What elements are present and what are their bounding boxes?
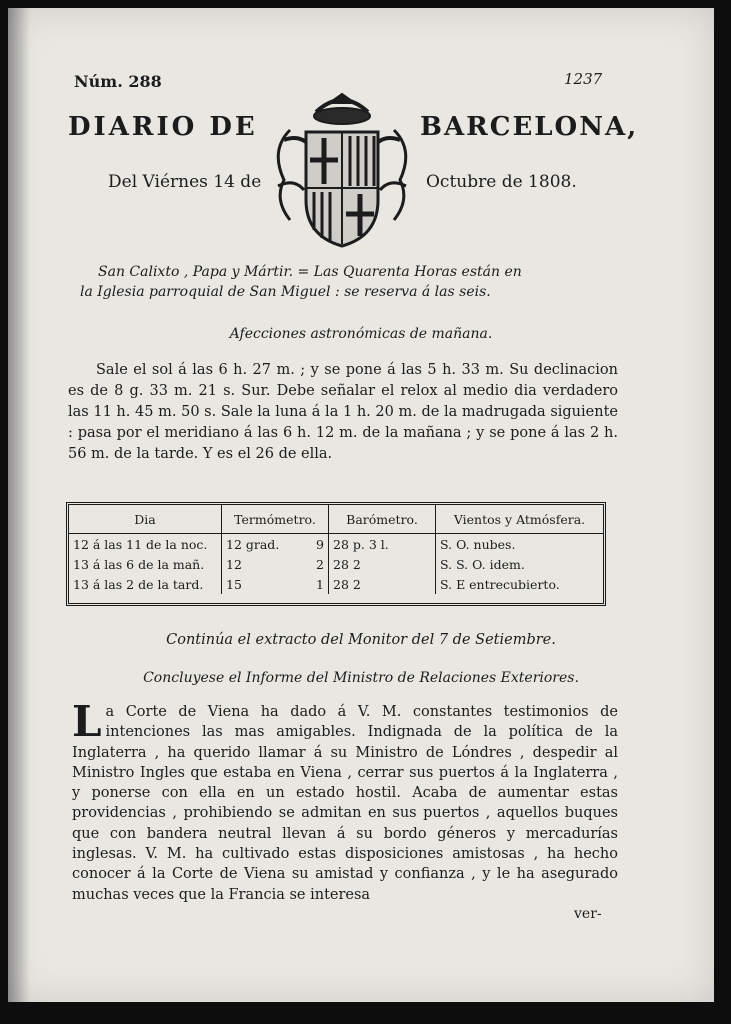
column-header-thermometer: Termómetro. [222, 505, 329, 534]
table-row [69, 534, 603, 555]
column-header-barometer: Barómetro. [329, 505, 436, 534]
column-header-dia: Dia [69, 505, 222, 534]
catchword: ver- [574, 906, 602, 922]
article-body [72, 697, 618, 905]
astronomy-paragraph: Sale el sol á las 6 h. 27 m. ; y se pone á las 5 h. 33 m. Su declinacion es de 8 g. 33 m. 21 s. Sur. Debe señalar el relox al medio dia verdadero las 11 h. 45 m. 50 s. Sale la luna á la 1 h. 20 m. de la madrugada siguiente : pasa por el meridiano á las 6 h. 12 m. de la mañana ; y se pone á las 2 h. 56 m. de la tarde. Y es el 26 de ella. [68, 362, 618, 462]
cell-winds: S. S. O. idem. [440, 556, 525, 572]
drop-cap: L [72, 697, 102, 746]
thermometer-fraction: 1 [316, 576, 324, 592]
masthead-title-right: BARCELONA, [420, 112, 639, 142]
cell-thermometer [222, 534, 329, 555]
saints-line-1: San Calixto , Papa y Mártir. = Las Quarenta Horas están en [98, 264, 522, 280]
astronomy-heading: Afecciones astronómicas de mañana. [229, 326, 493, 342]
table-row [69, 554, 603, 574]
cell-dia: 12 á las 11 de la noc. [69, 534, 222, 555]
cell-winds: S. E entrecubierto. [440, 576, 560, 592]
cell-thermometer [222, 574, 329, 594]
book-spine-shadow [8, 8, 30, 1002]
report-subheading: Concluyese el Informe del Ministro de Relaciones Exteriores. [143, 670, 579, 686]
thermometer-fraction: 9 [316, 536, 324, 552]
cell-barometer: 28 2 [329, 574, 436, 594]
date-line-right: Octubre de 1808. [426, 172, 577, 192]
thermometer-degrees: 12 grad. [226, 536, 280, 552]
article-text: a Corte de Viena ha dado á V. M. constantes testimonios de intenciones las mas amigables. Indignada de la política de la Inglaterra , ha querido llamar á su Ministro de Lóndres , despedir al Ministro Ingles que estaba en Viena , cerrar sus puertos á la Inglaterra , y ponerse con ella en un estado hostil. Acaba de aumentar estas providencias , prohibiendo se admitan en sus puertos , aquellos buques que con bandera neutral llevan á su bordo géneros y mercadurías inglesas. V. M. ha cultivado estas disposiciones amistosas , ha hecho conocer á la Corte de Viena su amistad y confianza , y le ha asegurado muchas veces que la Francia se interesa [72, 704, 618, 903]
column-header-winds: Vientos y Atmósfera. [436, 505, 604, 534]
thermometer-degrees: 12 [226, 556, 242, 572]
page-number: 1237 [564, 70, 603, 88]
weather-table [66, 502, 606, 606]
thermometer-fraction: 2 [316, 556, 324, 572]
cell-barometer: 28 2 [329, 554, 436, 574]
table-row [69, 574, 603, 594]
issue-number: Núm. 288 [74, 72, 162, 91]
newspaper-page [8, 8, 714, 1002]
date-line-left: Del Viérnes 14 de [108, 172, 262, 192]
thermometer-degrees: 15 [226, 576, 242, 592]
cell-barometer: 28 p. 3 l. [329, 534, 436, 555]
barcelona-coat-of-arms-icon [270, 90, 414, 250]
cell-winds: S. O. nubes. [440, 536, 516, 552]
saints-of-the-day [80, 262, 618, 302]
cell-thermometer [222, 554, 329, 574]
masthead-title-left: DIARIO DE [68, 112, 258, 142]
saints-line-2: la Iglesia parroquial de San Miguel : se reserva á las seis. [80, 284, 491, 300]
cell-dia: 13 á las 6 de la mañ. [69, 554, 222, 574]
continued-heading: Continúa el extracto del Monitor del 7 de Setiembre. [166, 632, 556, 648]
cell-dia: 13 á las 2 de la tard. [69, 574, 222, 594]
